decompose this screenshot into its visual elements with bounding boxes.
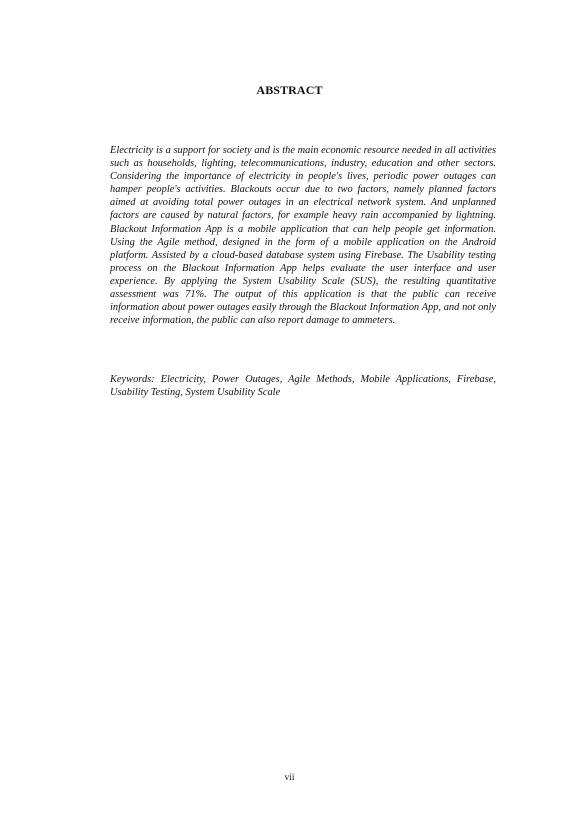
abstract-heading: ABSTRACT <box>256 83 323 97</box>
keywords-paragraph: Keywords: Electricity, Power Outages, Agile Methods, Mobile Applications, Firebase, Usability Testing, System Usability Scale <box>110 374 496 399</box>
abstract-paragraph: Electricity is a support for society and is the main economic resource needed in all activities such as households, lighting, telecommunications, industry, education and other sectors. Considering the importance of electricity in people's lives, periodic power outages can hamper people's activities. Blackouts occur due to two factors, namely planned factors aimed at avoiding total power outages in an electrical network system. And unplanned factors are caused by natural factors, for example heavy rain accompanied by lightning. Blackout Information App is a mobile application that can help people get information. Using the Agile method, designed in the form of a mobile application on the Android platform. Assisted by a cloud-based database system using Firebase. The Usability testing process on the Blackout Information App helps evaluate the user interface and user experience. By applying the System Usability Scale (SUS), the resulting quantitative assessment was 71%. The output of this application is that the public can receive information about power outages easily through the Blackout Information App, and not only receive information, the public can also report damage to ammeters. <box>110 145 496 327</box>
page-number: vii <box>284 773 295 783</box>
